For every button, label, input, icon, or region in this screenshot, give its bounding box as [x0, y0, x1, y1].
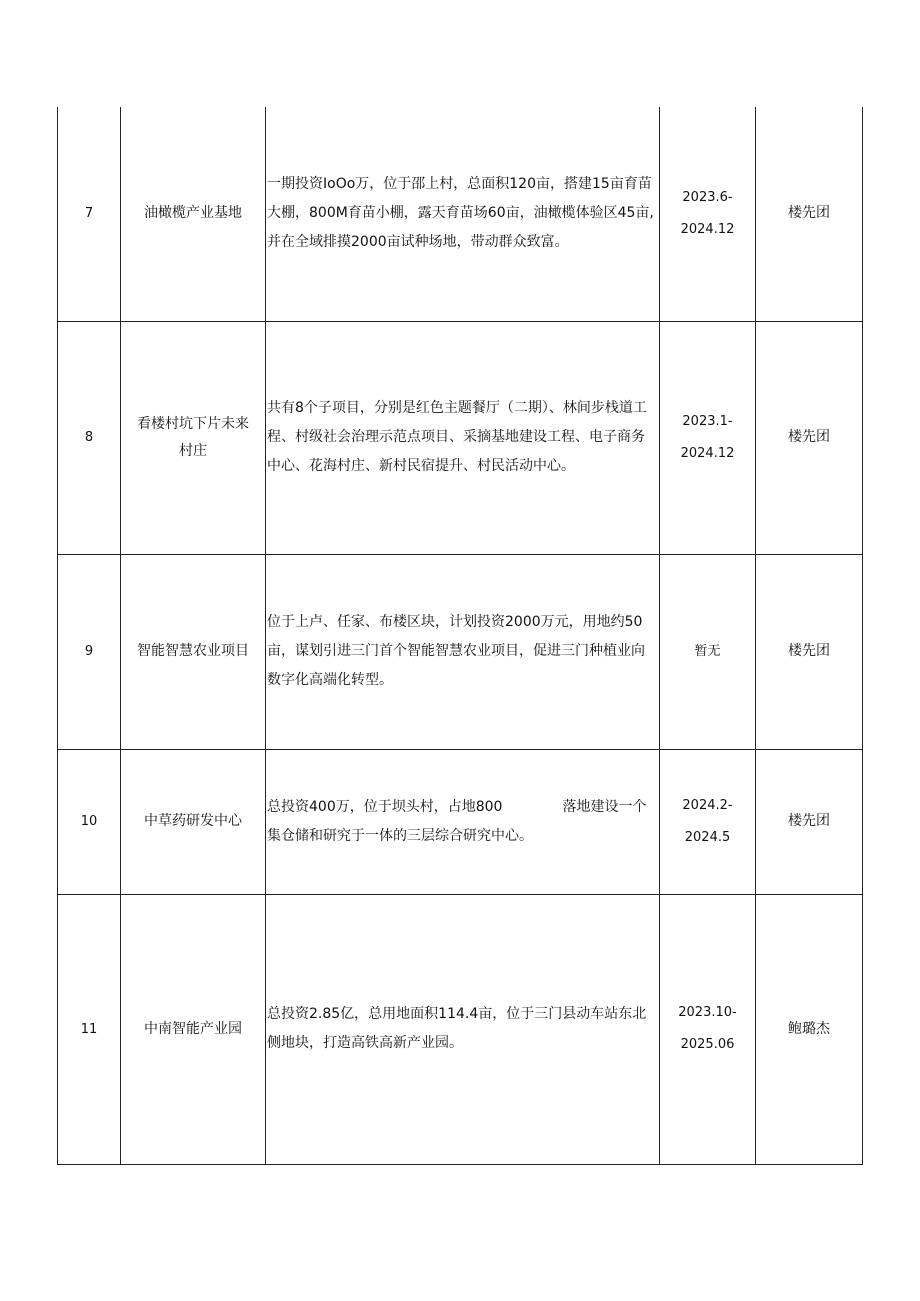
project-period [660, 321, 756, 554]
project-period [660, 749, 756, 894]
period-end: 2025.06 [680, 1037, 735, 1052]
project-period [660, 894, 756, 1164]
period-end: 2024.12 [680, 445, 735, 461]
period-start: 暂无 [694, 643, 721, 659]
period-start: 2023.1- [682, 413, 733, 429]
project-period [660, 554, 756, 749]
period-end: 2024.5 [684, 829, 731, 845]
responsible-person: 楼先团 [756, 321, 863, 554]
table-row [58, 894, 863, 1164]
table-row [58, 107, 863, 321]
description-part-2: 落地建设一个集仓储和研究于一体的三层综合研究中心。 [267, 798, 647, 844]
project-table [57, 107, 863, 1165]
project-description: 共有8个子项目，分别是红色主题餐厅（二期）、林间步栈道工程、村级社会治理示范点项目、采摘基地建设工程、电子商务中心、花海村庄、新村民宿提升、村民活动中心。 [266, 321, 660, 554]
table-row [58, 321, 863, 554]
project-name: 油橄榄产业基地 [121, 107, 266, 321]
project-description: 一期投资IoOo万，位于邵上村，总面积120亩，搭建15亩育苗大棚，800M育苗小棚，露天育苗场60亩，油橄榄体验区45亩,并在全域排摸2000亩试种场地，带动群众致富。 [266, 107, 660, 321]
table-row [58, 749, 863, 894]
project-name: 中南智能产业园 [121, 894, 266, 1164]
project-description [266, 749, 660, 894]
period-start: 2023.6- [682, 189, 733, 205]
responsible-person: 楼先团 [756, 107, 863, 321]
project-name: 看楼村坑下片未来村庄 [121, 321, 266, 554]
row-number: 7 [58, 107, 121, 321]
period-end: 2024.12 [680, 221, 735, 237]
project-period [660, 107, 756, 321]
responsible-person: 楼先团 [756, 749, 863, 894]
row-number: 11 [58, 894, 121, 1164]
period-start: 2024.2- [682, 797, 733, 813]
responsible-person: 鲍璐杰 [756, 894, 863, 1164]
project-name: 中草药研发中心 [121, 749, 266, 894]
responsible-person: 楼先团 [756, 554, 863, 749]
table-row [58, 554, 863, 749]
row-number: 9 [58, 554, 121, 749]
row-number: 10 [58, 749, 121, 894]
row-number: 8 [58, 321, 121, 554]
project-name: 智能智慧农业项目 [121, 554, 266, 749]
period-start: 2023.10- [678, 1005, 737, 1020]
description-part-1: 总投资400万，位于坝头村，占地800 [267, 798, 503, 815]
project-description: 位于上卢、任家、布楼区块，计划投资2000万元，用地约50亩，谋划引进三门首个智能智慧农业项目，促进三门种植业向数字化高端化转型。 [266, 554, 660, 749]
project-description: 总投资2.85亿，总用地面积114.4亩，位于三门县动车站东北侧地块，打造高铁高新产业园。 [266, 894, 660, 1164]
